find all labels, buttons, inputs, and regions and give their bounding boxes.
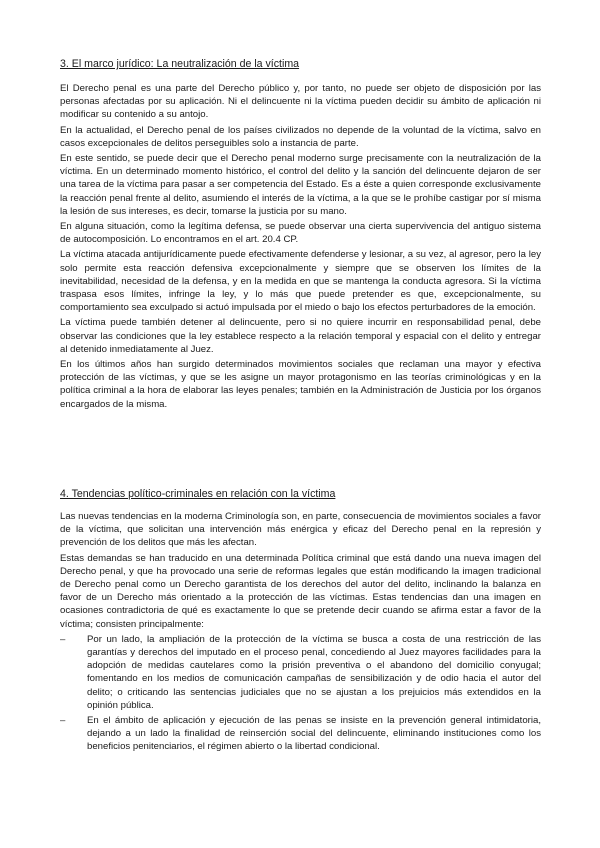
paragraph: El Derecho penal es una parte del Derecho público y, por tanto, no puede ser objeto de disposición por las personas afectadas por su aplicación. Ni el delincuente ni la víctima pueden decidir su ámbito de aplicación ni modificar su contenido a su antojo. xyxy=(60,83,541,121)
paragraph: En alguna situación, como la legítima defensa, se puede observar una cierta supervivencia del antiguo sistema de autocomposición. Lo encontramos en el art. 20.4 CP. xyxy=(60,221,541,246)
paragraph: La víctima puede también detener al delincuente, pero si no quiere incurrir en responsabilidad penal, debe observar las condiciones que la ley establece respecto a la relación temporal y espacial con el delito y entregar al detenido inmediatamente al Juez. xyxy=(60,317,541,355)
paragraph: En la actualidad, el Derecho penal de los países civilizados no depende de la voluntad de la víctima, salvo en casos excepcionales de delitos perseguibles solo a instancia de parte. xyxy=(60,124,541,149)
list-item-text: Por un lado, la ampliación de la protección de la víctima se busca a costa de una restricción de las garantías y derechos del imputado en el proceso penal, concediendo al Juez mayores facilidades para la adopción de medidas cautelares como la prisión preventiva o el abandono del domicilio conyugal; fomentando en los medios de comunicación campañas de sensibilización y de odio hacia el autor del delito; o criticando las sentencias judiciales que no se ajustan a los prejuicios más extendidos en la opinión pública. xyxy=(87,633,541,711)
section-4-heading: 4. Tendencias político-criminales en relación con la víctima xyxy=(60,488,336,500)
paragraph: En los últimos años han surgido determinados movimientos sociales que reclaman una mayor y efectiva protección de las víctimas, y que se les asigne un mayor protagonismo en las teorías criminológicas y en la política criminal a la hora de elaborar las leyes penales; también en la Administración de Justicia por los órganos encargados de la misma. xyxy=(60,359,541,410)
paragraph: La víctima atacada antijurídicamente puede efectivamente defenderse y lesionar, a su vez, al agresor, pero la ley solo permite esta reacción defensiva excepcionalmente y siempre que se observen los límites de la inevitabilidad, necesidad de la defensa, y en la medida en que se mantenga la conducta agresora. Si la víctima traspasa esos límites, infringe la ley, y lo más que puede pretender es que, excepcionalmente, su comportamiento sea exculpado si actuó impulsada por el miedo o bajo los efectos perturbadores de la emoción. xyxy=(60,249,541,314)
list-item-text: En el ámbito de aplicación y ejecución de las penas se insiste en la prevención general intimidatoria, dejando a un lado la finalidad de reinserción social del delincuente, eliminando instituciones como los beneficios penitenciarios, el régimen abierto o la libertad condicional. xyxy=(87,715,541,753)
section-3-body xyxy=(60,82,541,413)
dash-bullet-icon: – xyxy=(60,633,66,645)
section-4-body xyxy=(60,510,541,756)
list-item xyxy=(60,633,541,712)
paragraph: En este sentido, se puede decir que el Derecho penal moderno surge precisamente con la neutralización de la víctima. En un determinado momento histórico, el control del delito y la sanción del delincuente dejaron de ser una tarea de la víctima para pasar a ser competencia del Estado. Es a éste a quien corresponde exclusivamente la reacción penal frente al delito, asumiendo el interés de la víctima, a la que se le prohíbe castigar por sí misma la lesión de sus intereses, es decir, tomarse la justicia por su mano. xyxy=(60,153,541,217)
section-3-heading: 3. El marco jurídico: La neutralización de la víctima xyxy=(60,58,300,70)
list-item xyxy=(60,714,541,754)
paragraph: Estas demandas se han traducido en una determinada Política criminal que está dando una nueva imagen del Derecho penal, y que ha provocado una serie de reformas legales que están modificando la imagen tradicional de Derecho penal como un Derecho garantista de los derechos del autor del delito, inclinando la balanza en favor de un Derecho más orientado a la protección de las víctimas. Estas tendencias dan una imagen en ocasiones contradictoria de qué es exactamente lo que se pretende decir cuando se afirma estar a favor de la víctima; consisten principalmente: xyxy=(60,552,541,630)
bullet-list xyxy=(60,633,541,754)
paragraph: Las nuevas tendencias en la moderna Criminología son, en parte, consecuencia de movimientos sociales a favor de la víctima, que solicitan una intervención más enérgica y eficaz del Derecho penal en la represión y prevención de los delitos que más les afectan. xyxy=(60,511,541,549)
dash-bullet-icon: – xyxy=(60,715,66,727)
